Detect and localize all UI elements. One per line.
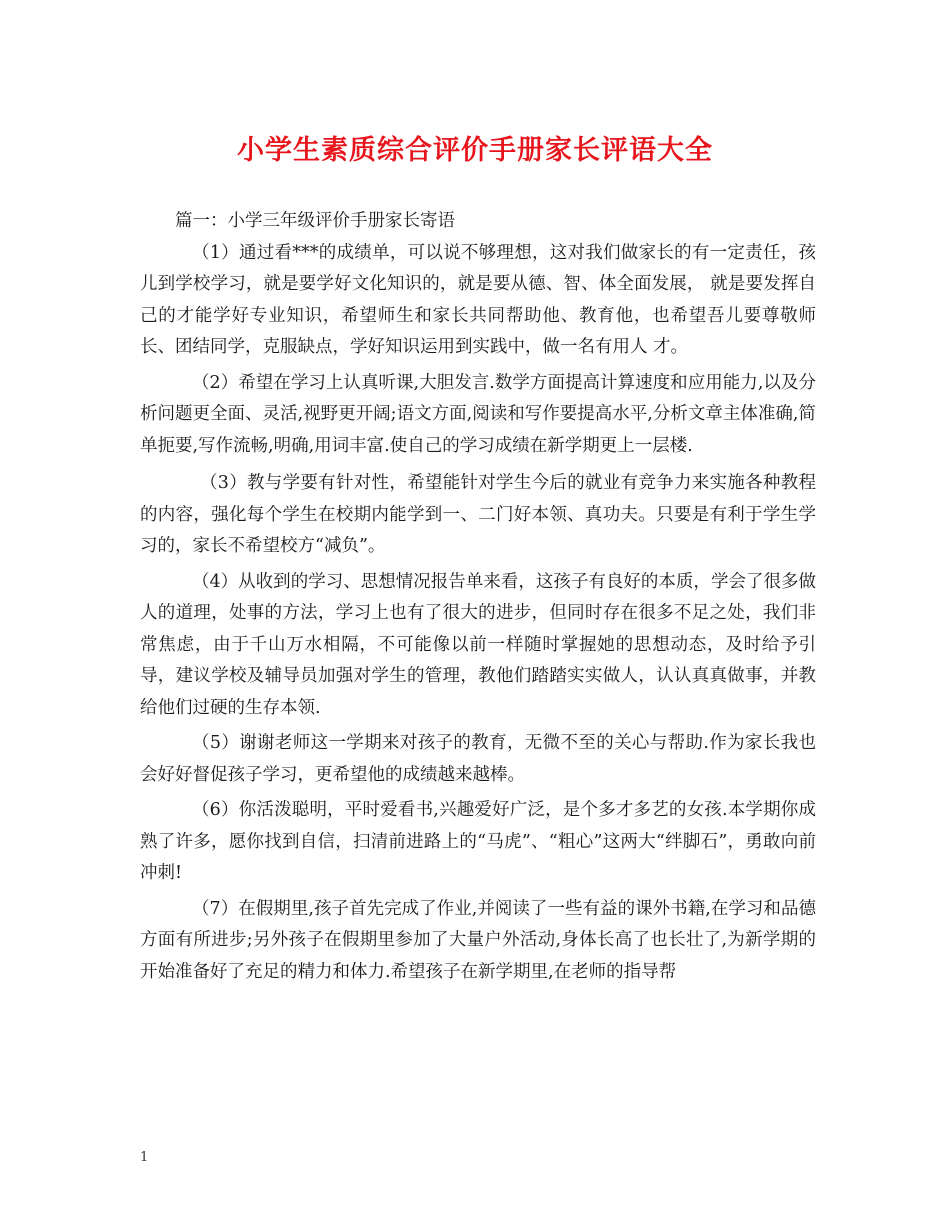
paragraph-1: （1）通过看***的成绩单，可以说不够理想，这对我们做家长的有一定责任，孩儿到学校学习，就是要学好文化知识的，就是要从德、智、体全面发展， 就是要发挥自己的才能学好专业知识，希望师生和家长共同帮助他、教育他，也希望吾儿要尊敬师长、团结同学，克服缺点，学好知识运用到实践中，做一名有用人 才。 [140,242,816,357]
paragraph-6: （6）你活泼聪明，平时爱看书,兴趣爱好广泛，是个多才多艺的女孩.本学期你成熟了许多，愿你找到自信，扫清前进路上的“马虎”、“粗心”这两大“绊脚石”，勇敢向前冲刺! [140,800,816,883]
paragraph-2: （2）希望在学习上认真听课,大胆发言.数学方面提高计算速度和应用能力,以及分析问题更全面、灵活,视野更开阔;语文方面,阅读和写作要提高水平,分析文章主体准确,简单扼要,写作流畅,明确,用词丰富.使自己的学习成绩在新学期更上一层楼. [140,372,816,456]
paragraph-5: （5）谢谢老师这一学期来对孩子的教育，无微不至的关心与帮助.作为家长我也会好好督促孩子学习，更希望他的成绩越来越棒。 [140,733,816,785]
section-heading: 篇一：小学三年级评价手册家长寄语 [175,211,455,231]
document-title: 小学生素质综合评价手册家长评语大全 [237,135,713,166]
document-body [140,206,816,988]
paragraph-7: （7）在假期里,孩子首先完成了作业,并阅读了一些有益的课外书籍,在学习和品德方面有所进步;另外孩子在假期里参加了大量户外活动,身体长高了也长壮了,为新学期的开始准备好了充足的精力和体力.希望孩子在新学期里,在老师的指导帮 [140,898,816,982]
paragraph-4: （4）从收到的学习、思想情况报告单来看，这孩子有良好的本质，学会了很多做人的道理，处事的方法，学习上也有了很大的进步，但同时存在很多不足之处，我们非常焦虑，由于千山万水相隔，不可能像以前一样随时掌握她的思想动态，及时给予引导，建议学校及辅导员加强对学生的管理，教他们踏踏实实做人，认认真真做事，并教给他们过硬的生存本领. [140,571,816,718]
page-number: 1 [140,1150,149,1165]
paragraph-3: （3）教与学要有针对性，希望能针对学生今后的就业有竞争力来实施各种教程的内容，强化每个学生在校期内能学到一、二门好本领、真功夫。只要是有利于学生学习的，家长不希望校方“减负”。 [140,473,816,556]
